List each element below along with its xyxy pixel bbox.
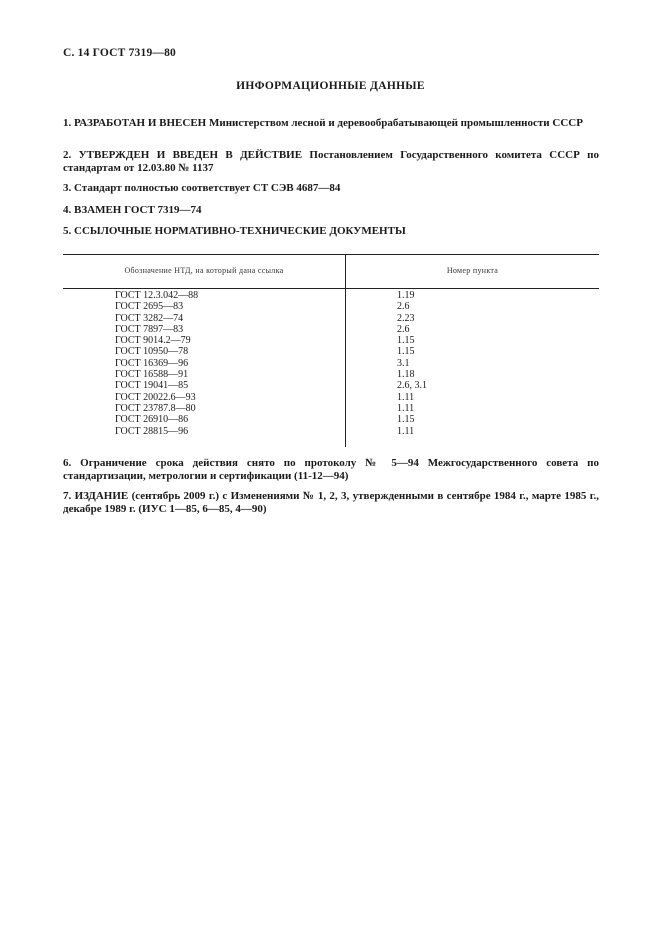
item-number: 7. bbox=[63, 490, 72, 502]
row-doc: ГОСТ 26910—86 bbox=[115, 414, 189, 426]
row-doc: ГОСТ 9014.2—79 bbox=[115, 335, 191, 347]
row-doc: ГОСТ 23787.8—80 bbox=[115, 402, 196, 414]
table-row bbox=[63, 380, 599, 391]
item-lead: УТВЕРЖДЕН И ВВЕДЕН В ДЕЙСТВИЕ bbox=[78, 149, 303, 161]
item-text: Министерством лесной и деревообрабатывающей промышленности СССР bbox=[208, 117, 583, 129]
row-point: 3.1 bbox=[397, 357, 410, 369]
table-header-doc: Обозначение НТД, на который дана ссылка bbox=[124, 266, 284, 275]
page-header: С. 14 ГОСТ 7319—80 bbox=[63, 47, 176, 59]
item-lead: РАЗРАБОТАН И ВНЕСЕН bbox=[74, 117, 207, 129]
table-row bbox=[63, 290, 599, 301]
table-row bbox=[63, 358, 599, 369]
row-doc: ГОСТ 12.3.042—88 bbox=[115, 290, 199, 301]
table-row bbox=[63, 346, 599, 357]
table-row bbox=[63, 313, 599, 324]
row-point: 1.11 bbox=[397, 391, 415, 403]
row-doc: ГОСТ 7897—83 bbox=[115, 323, 184, 335]
row-doc: ГОСТ 3282—74 bbox=[115, 312, 184, 324]
item-text: Стандарт полностью соответствует СТ СЭВ 4687—84 bbox=[74, 182, 341, 194]
row-doc: ГОСТ 20022.6—93 bbox=[115, 391, 196, 403]
item-number: 4. bbox=[63, 204, 72, 216]
table-header-point: Номер пункта bbox=[446, 266, 499, 275]
row-point: 2.6 bbox=[397, 323, 410, 335]
item-number: 5. bbox=[63, 225, 72, 237]
item-text: Постановлением Государственного комитета СССР по стандартам от 12.03.80 № 1137 bbox=[63, 149, 600, 174]
table-row bbox=[63, 335, 599, 346]
row-doc: ГОСТ 10950—78 bbox=[115, 346, 189, 358]
item-6 bbox=[63, 457, 599, 483]
row-doc: ГОСТ 16588—91 bbox=[115, 369, 189, 381]
row-point: 2.6 bbox=[397, 301, 410, 313]
row-point: 1.15 bbox=[397, 335, 415, 347]
row-point: 2.6, 3.1 bbox=[397, 380, 427, 392]
row-point: 1.19 bbox=[397, 290, 415, 301]
table-row bbox=[63, 414, 599, 425]
item-3 bbox=[63, 182, 599, 195]
row-doc: ГОСТ 16369—96 bbox=[115, 357, 189, 369]
reference-table bbox=[63, 254, 599, 447]
table-body bbox=[63, 290, 599, 437]
row-point: 2.23 bbox=[397, 312, 415, 324]
row-doc: ГОСТ 2695—83 bbox=[115, 301, 184, 313]
item-1 bbox=[63, 117, 599, 130]
table-row bbox=[63, 324, 599, 335]
row-doc: ГОСТ 28815—96 bbox=[115, 425, 189, 437]
item-number: 1. bbox=[63, 117, 72, 129]
table-row bbox=[63, 403, 599, 414]
table-row bbox=[63, 369, 599, 380]
section-title: ИНФОРМАЦИОННЫЕ ДАННЫЕ bbox=[236, 80, 425, 92]
item-5 bbox=[63, 225, 599, 238]
item-lead: ССЫЛОЧНЫЕ НОРМАТИВНО-ТЕХНИЧЕСКИЕ ДОКУМЕНТЫ bbox=[74, 225, 406, 237]
row-point: 1.11 bbox=[397, 402, 415, 414]
item-lead: ВЗАМЕН ГОСТ 7319—74 bbox=[74, 204, 202, 216]
item-number: 3. bbox=[63, 182, 72, 194]
item-text: Ограничение срока действия снято по протоколу № 5—94 Межгосударственного совета по стандартизации, метрологии и сертификации (11-12—94) bbox=[63, 457, 599, 482]
item-7 bbox=[63, 490, 599, 516]
row-point: 1.15 bbox=[397, 346, 415, 358]
row-doc: ГОСТ 19041—85 bbox=[115, 380, 189, 392]
item-4 bbox=[63, 204, 599, 217]
row-point: 1.11 bbox=[397, 425, 415, 437]
item-number: 6. bbox=[63, 457, 72, 469]
item-number: 2. bbox=[63, 149, 72, 161]
table-row bbox=[63, 426, 599, 437]
row-point: 1.15 bbox=[397, 414, 415, 426]
row-point: 1.18 bbox=[397, 369, 415, 381]
table-row bbox=[63, 301, 599, 312]
item-2 bbox=[63, 149, 599, 175]
table-row bbox=[63, 392, 599, 403]
item-text: ИЗДАНИЕ (сентябрь 2009 г.) с Изменениями № 1, 2, 3, утвержденными в сентябре 1984 г., марте 1985 г., декабре 1989 г. (ИУС 1—85, 6—85, 4—90) bbox=[63, 490, 600, 515]
table-header-divider bbox=[63, 288, 599, 289]
